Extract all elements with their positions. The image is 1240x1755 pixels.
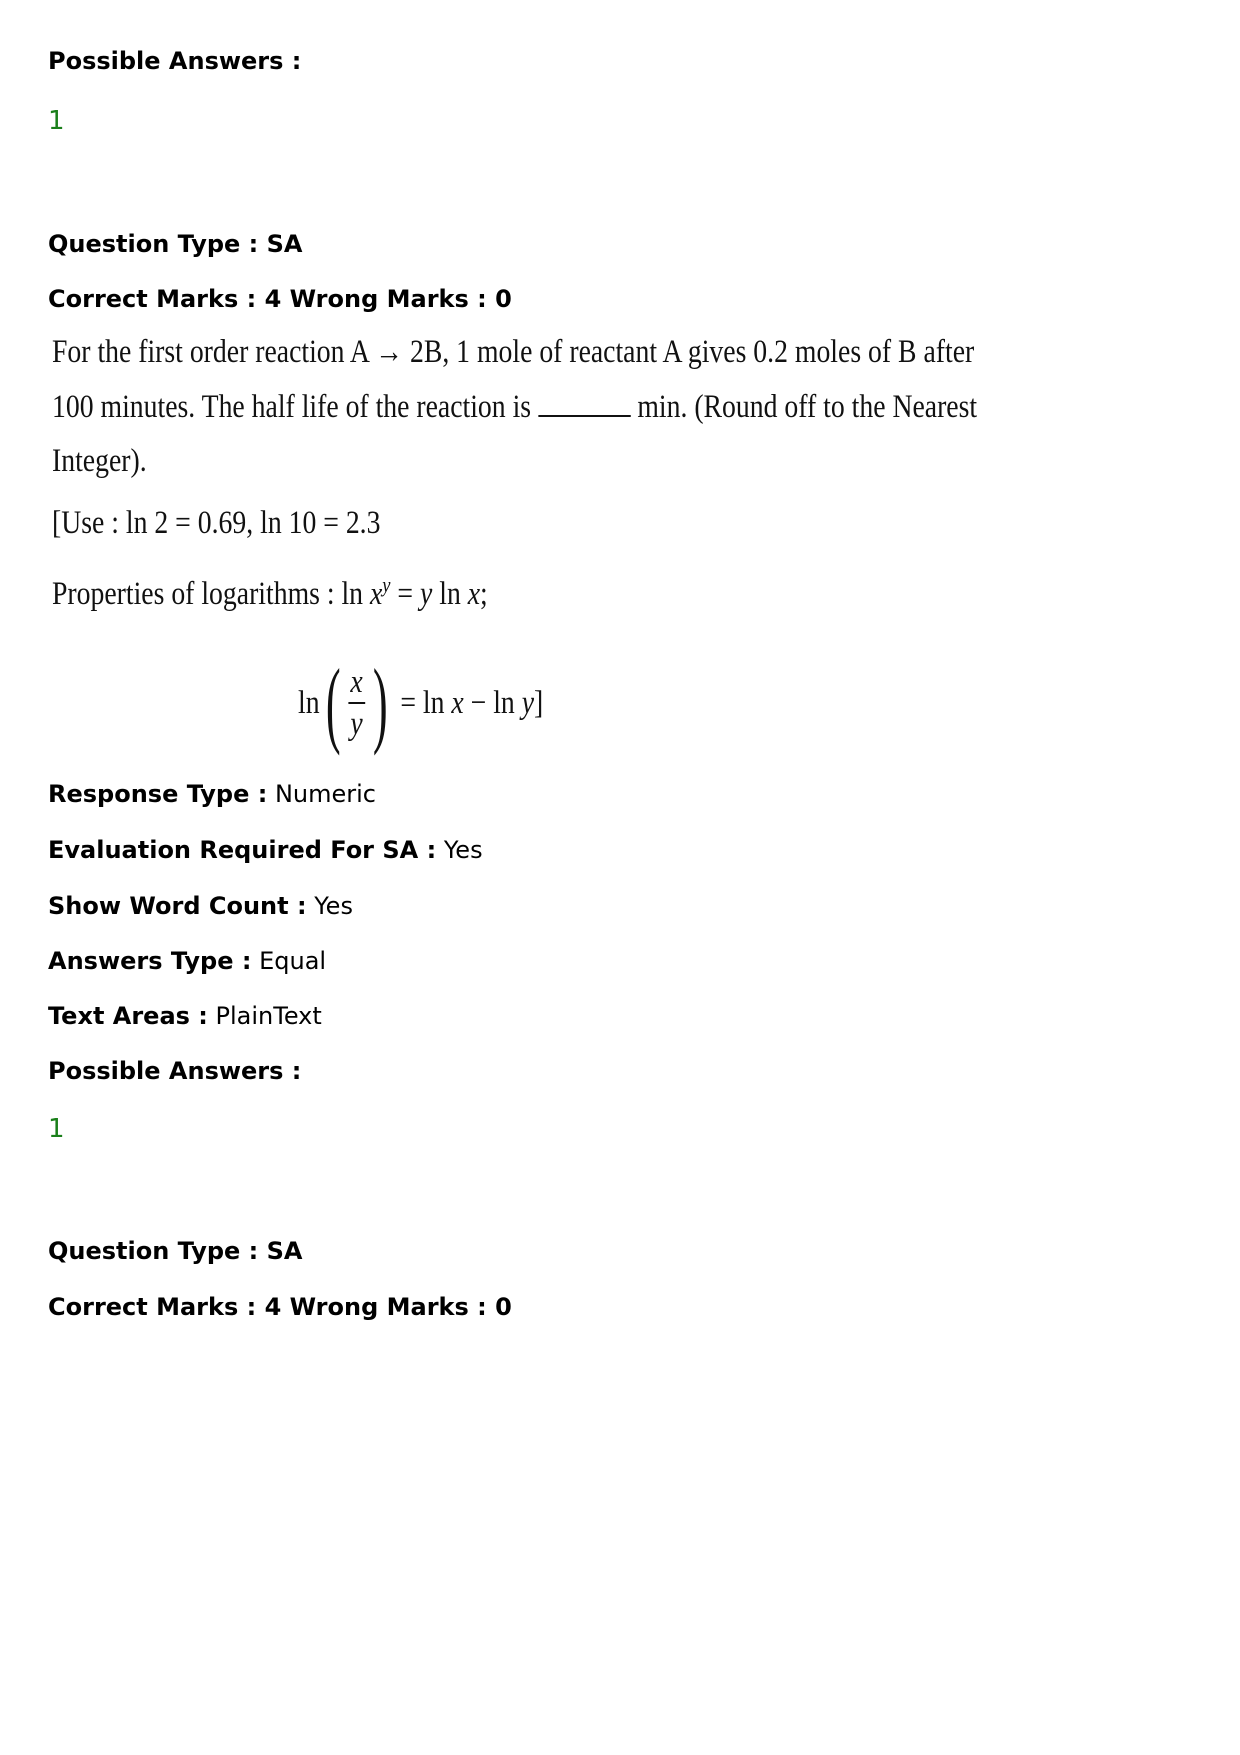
possible-answer-2: 1 (48, 1114, 65, 1144)
question-line-5 (52, 565, 488, 614)
question-line-1: For the first order reaction A → 2B, 1 mole of reactant A gives 0.2 moles of B after (52, 334, 975, 370)
response-type-row (48, 779, 376, 809)
answers-type-value: Equal (259, 947, 327, 975)
formula-left-paren: ( (325, 649, 341, 756)
evaluation-label: Evaluation Required For SA : (48, 836, 437, 864)
formula-rhs-x: x (451, 684, 464, 721)
possible-answers-label-1: Possible Answers : (48, 47, 302, 75)
question-type-2: Question Type : SA (48, 230, 303, 258)
text-areas-label: Text Areas : (48, 1002, 208, 1030)
formula-rhs-y: y (521, 684, 535, 721)
formula-ln: ln (298, 684, 320, 721)
possible-answer-1: 1 (48, 106, 65, 136)
formula-rhs-eq: = ln (393, 684, 452, 721)
formula-fraction-bar (348, 702, 365, 704)
formula-numerator: x (350, 664, 363, 700)
log-prop-prefix: Properties of logarithms : ln (52, 576, 370, 612)
log-prop-ln: ln (432, 576, 468, 612)
log-prop-y-sup: y (382, 572, 391, 597)
evaluation-value: Yes (443, 836, 483, 864)
answers-type-label: Answers Type : (48, 947, 252, 975)
log-quotient-formula (298, 648, 543, 758)
formula-fraction (348, 664, 365, 742)
word-count-row (48, 891, 353, 921)
word-count-label: Show Word Count : (48, 892, 307, 920)
log-prop-eq: = (390, 576, 420, 612)
possible-answers-label-2: Possible Answers : (48, 1057, 302, 1085)
text-areas-value: PlainText (215, 1002, 322, 1030)
answer-blank (538, 391, 630, 417)
log-prop-x2: x (467, 576, 481, 612)
question-line-4: [Use : ln 2 = 0.69, ln 10 = 2.3 (52, 505, 381, 541)
evaluation-row (48, 835, 483, 865)
word-count-value: Yes (314, 892, 353, 920)
response-type-label: Response Type : (48, 780, 268, 808)
marks-3: Correct Marks : 4 Wrong Marks : 0 (48, 1293, 512, 1321)
formula-rhs-minus: − ln (463, 684, 522, 721)
question-line-2 (52, 387, 977, 427)
response-type-value: Numeric (274, 780, 376, 808)
formula-rhs-close: ] (534, 684, 544, 721)
answers-type-row (48, 946, 326, 976)
question-line-3: Integer). (52, 443, 147, 479)
question-type-3: Question Type : SA (48, 1237, 303, 1265)
formula-right-paren: ) (372, 649, 388, 756)
formula-denominator: y (350, 706, 363, 742)
question-line-2-end: min. (Round off to the Nearest (637, 389, 978, 425)
log-prop-suffix: ; (480, 576, 488, 612)
marks-2: Correct Marks : 4 Wrong Marks : 0 (48, 285, 512, 313)
log-prop-x: x (369, 576, 383, 612)
log-prop-y: y (419, 576, 433, 612)
text-areas-row (48, 1001, 322, 1031)
question-line-2-start: 100 minutes. The half life of the reaction is (52, 389, 532, 425)
